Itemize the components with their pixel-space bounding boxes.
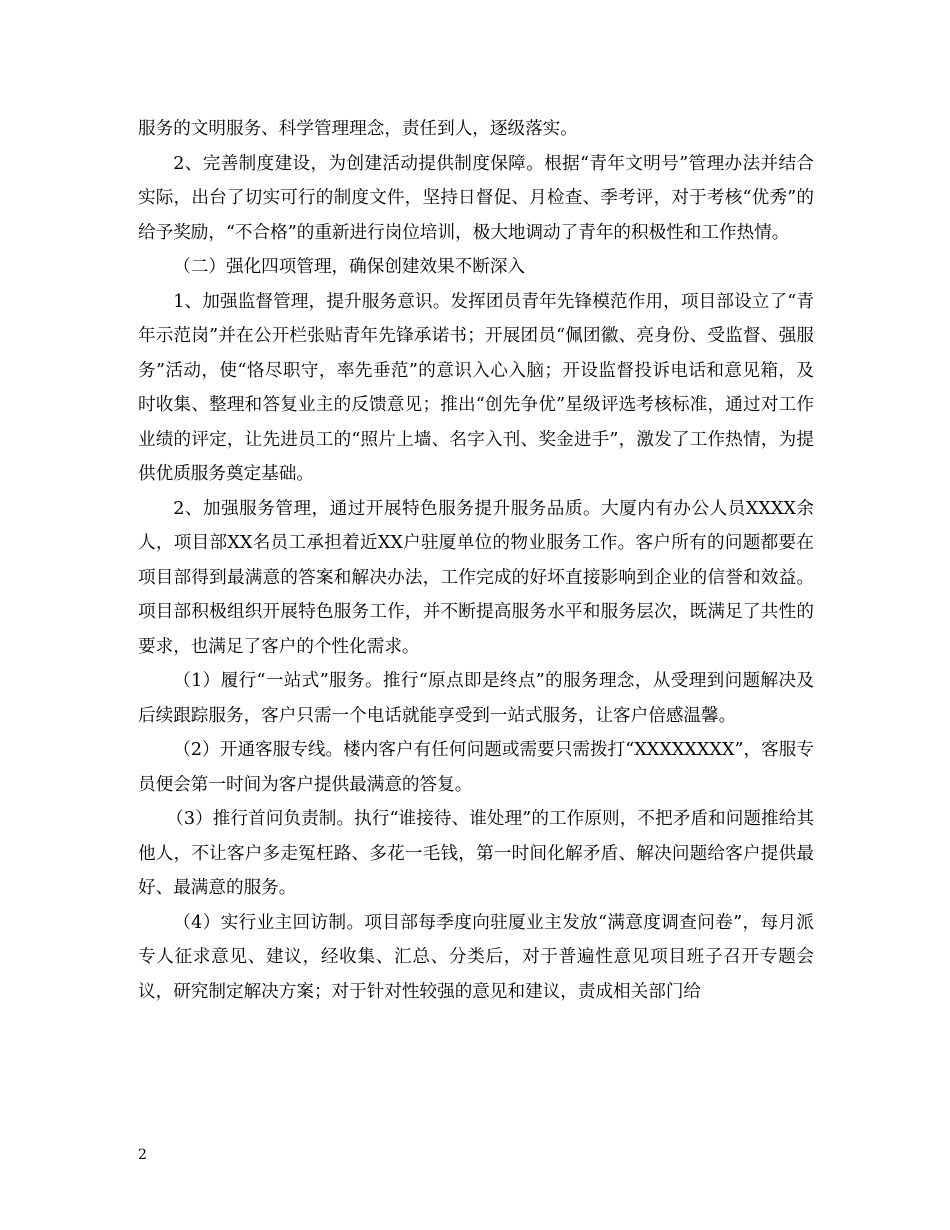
paragraph-system-building: 2、完善制度建设，为创建活动提供制度保障。根据“青年文明号”管理办法并结合实际，出台了切实可行的制度文件，坚持日督促、月检查、季考评，对于考核“优秀”的给予奖励，“不合格”的重新进行岗位培训，极大地调动了青年的积极性和工作热情。	[138, 153, 814, 243]
paragraph-owner-revisit: （4）实行业主回访制。项目部每季度向驻厦业主发放“满意度调查问卷”，每月派专人征求意见、建议，经收集、汇总、分类后，对于普遍性意见项目班子召开专题会议，研究制定解决方案；对于针对性较强的意见和建议，责成相关部门给	[138, 912, 814, 1002]
paragraph-continuation: 服务的文明服务、科学管理理念，责任到人，逐级落实。	[138, 119, 578, 139]
paragraph-service-management: 2、加强服务管理，通过开展特色服务提升服务品质。大厦内有办公人员XXXX余人，项目部XX名员工承担着近XX户驻厦单位的物业服务工作。客户所有的问题都要在项目部得到最满意的答案和解决办法，工作完成的好坏直接影响到企业的信誉和效益。项目部积极组织开展特色服务工作，并不断提高服务水平和服务层次，既满足了共性的要求，也满足了客户的个性化需求。	[138, 498, 814, 657]
page-number: 2	[138, 1147, 147, 1163]
section-heading-four-managements: （二）强化四项管理，确保创建效果不断深入	[173, 257, 526, 277]
paragraph-supervision-management: 1、加强监督管理，提升服务意识。发挥团员青年先锋模范作用，项目部设立了“青年示范岗”并在公开栏张贴青年先锋承诺书；开展团员“佩团徽、亮身份、受监督、强服务”活动，使“恪尽职守，率先垂范”的意识入心入脑；开设监督投诉电话和意见箱，及时收集、整理和答复业主的反馈意见；推出“创先争优”星级评选考核标准，通过对工作业绩的评定，让先进员工的“照片上墙、名字入刊、奖金进手”，激发了工作热情，为提供优质服务奠定基础。	[138, 291, 814, 484]
paragraph-first-responsibility: （3）推行首问负责制。执行“谁接待、谁处理”的工作原则，不把矛盾和问题推给其他人，不让客户多走冤枉路、多花一毛钱，第一时间化解矛盾、解决问题给客户提供最好、最满意的服务。	[138, 809, 814, 898]
paragraph-one-stop-service: （1）履行“一站式”服务。推行“原点即是终点”的服务理念，从受理到问题解决及后续跟踪服务，客户只需一个电话就能享受到一站式服务，让客户倍感温馨。	[138, 671, 814, 726]
paragraph-service-hotline: （2）开通客服专线。楼内客户有任何问题或需要只需拨打“XXXXXXXX”，客服专员便会第一时间为客户提供最满意的答复。	[138, 740, 814, 795]
document-body	[138, 112, 814, 1009]
